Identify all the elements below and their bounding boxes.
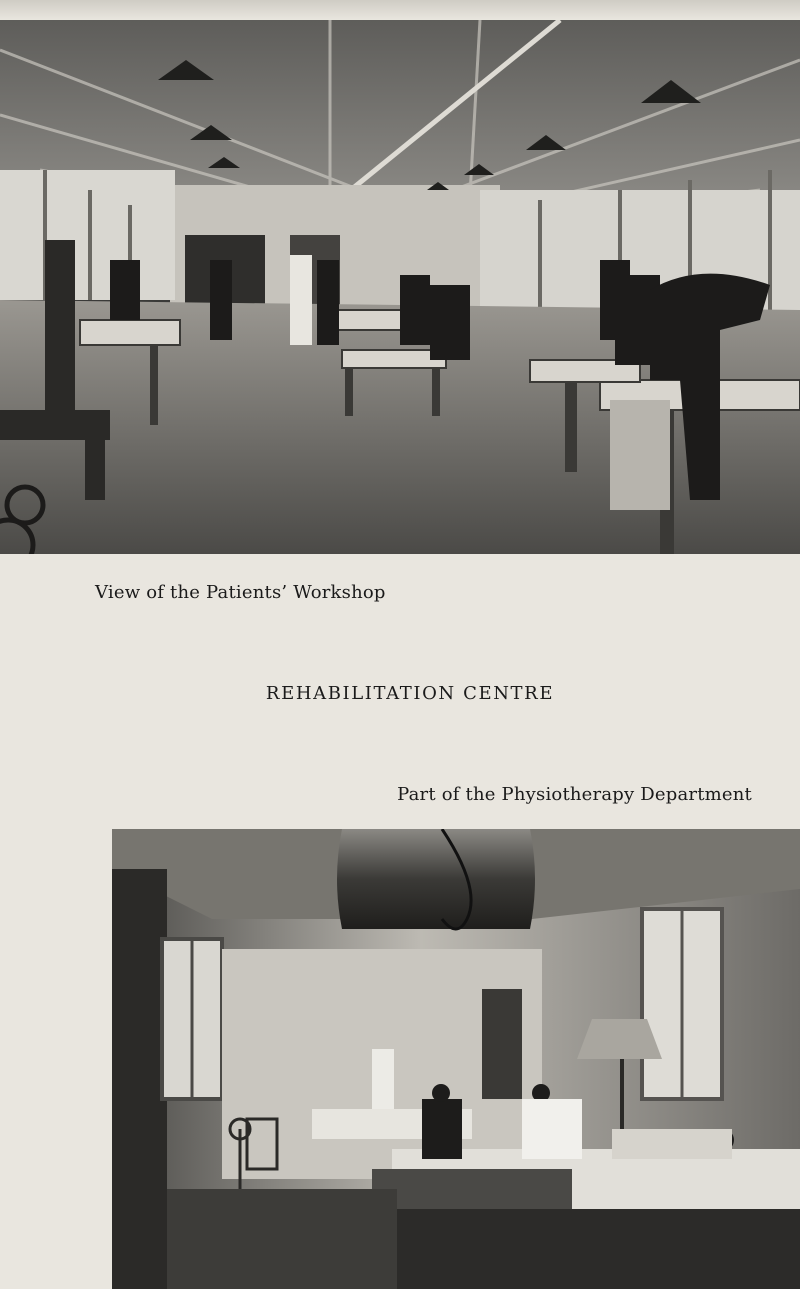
- workshop-photo: [0, 20, 800, 554]
- page-top-edge: [0, 0, 800, 20]
- physiotherapy-caption: Part of the Physiotherapy Department: [397, 784, 752, 805]
- physiotherapy-photo: [112, 829, 800, 1289]
- workshop-caption: View of the Patients’ Workshop: [95, 582, 386, 603]
- section-heading: REHABILITATION CENTRE: [265, 683, 555, 704]
